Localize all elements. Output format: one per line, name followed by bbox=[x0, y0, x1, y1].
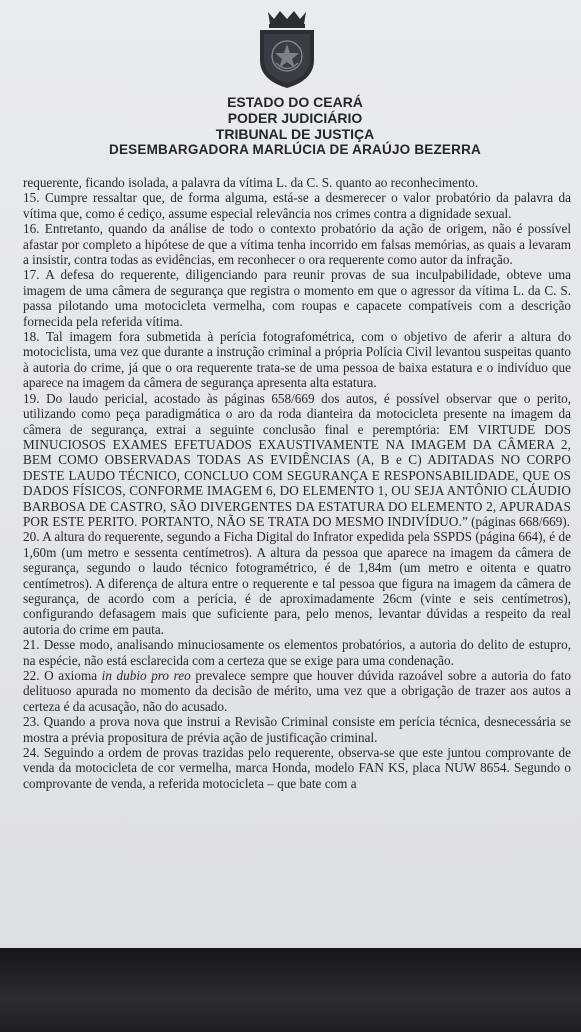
court-letterhead bbox=[60, 94, 530, 158]
paragraph-16: 16. Entretanto, quando da análise de todo o contexto probatório da ação de origem, não é possível afastar por completo a hipótese de que a vítima tenha incorrido em falsas memórias, as quais a levaram a insistir, contra todas as evidências, em reconhecer o ora requerente como autor da infração. bbox=[23, 221, 571, 268]
background-surface bbox=[0, 948, 581, 1032]
state-name: ESTADO DO CEARÁ bbox=[227, 94, 363, 110]
court-name: TRIBUNAL DE JUSTIÇA bbox=[215, 126, 375, 142]
paragraph-22-end: prevalece sempre que houver dúvida razoável sobre a autoria do fato delituoso apurada no momento da decisão de mérito, uma vez que a obrigação de trazer aos autos a certeza é da acusação, não do acusado. bbox=[23, 668, 571, 714]
paragraph-22 bbox=[23, 668, 571, 714]
judge-name: DESEMBARGADORA MARLÚCIA DE ARAÚJO BEZERRA bbox=[109, 142, 481, 157]
paragraph-17: 17. A defesa do requerente, diligenciando para reunir provas de sua inculpabilidade, obteve uma imagem de uma câmera de segurança que registra o momento em que o agressor da vítima L. da C. S. passa pilotando uma motocicleta vermelha, com roupas e capacete compatíveis com a descrição fornecida pela referida vítima. bbox=[23, 267, 571, 329]
paragraph-19-reference: ” (páginas 668/669). bbox=[461, 513, 570, 529]
paragraph-23: 23. Quando a prova nova que instrui a Revisão Criminal consiste em perícia técnica, desnecessária se mostra a prévia propositura de prévia ação de justificação criminal. bbox=[23, 714, 571, 745]
paragraph-21: 21. Desse modo, analisando minuciosamente os elementos probatórios, a autoria do delito de estupro, na espécie, não está esclarecida com a certeza que se exige para uma condenação. bbox=[23, 637, 571, 668]
judiciary-name: PODER JUDICIÁRIO bbox=[227, 110, 363, 126]
paragraph-19 bbox=[23, 391, 571, 530]
paragraph-14-tail: requerente, ficando isolada, a palavra da vítima L. da C. S. quanto ao reconhecimento. bbox=[23, 175, 479, 190]
paragraph-19-quote: EM VIRTUDE DOS MINUCIOSOS EXAMES EFETUADOS EXAUSTIVAMENTE NA IMAGEM DA CÂMERA 2, BEM COMO OBSERVADAS TODAS AS EVIDÊNCIAS (A, B e C) ADITADAS NO CORPO DESTE LAUDO TÉCNICO, CONCLUO COM SEGURANÇA E RESPONSABILIDADE, QUE OS DADOS FÍSICOS, CONFORME IMAGEM 6, DO ELEMENTO 1, OU SEJA ANTÔNIO CLÁUDIO BARBOSA DE CASTRO, SÃO DIVERGENTES DA ESTATURA DO ELEMENTO 2, APURADAS POR ESTE PERITO. PORTANTO, NÃO SE TRATA DO MESMO INDIVÍDUO. bbox=[23, 421, 572, 529]
document-body bbox=[23, 175, 571, 791]
state-coat-of-arms-icon bbox=[254, 8, 320, 90]
paragraph-24: 24. Seguindo a ordem de provas trazidas pelo requerente, observa-se que este juntou comprovante de venda da motocicleta de cor vermelha, marca Honda, modelo FAN KS, placa NUW 8654. Segundo o comprovante de venda, a referida motocicleta – que bate com a bbox=[23, 745, 571, 791]
paragraph-19-intro: 19. Do laudo pericial, acostado às páginas 658/669 dos autos, é possível observar que o perito, utilizando como peça paradigmática o aro da roda dianteira da motocicleta presente na imagem da câmera de segurança, extrai a seguinte conclusão final e peremptória: bbox=[23, 390, 571, 437]
latin-maxim: in dubio pro reo bbox=[101, 668, 191, 683]
paragraph-22-start: 22. O axioma bbox=[23, 668, 102, 683]
paragraph-20: 20. A altura do requerente, segundo a Ficha Digital do Infrator expedida pela SSPDS (página 664), é de 1,60m (um metro e sessenta centímetros). A altura da pessoa que aparece na imagem da câmera de segurança, segundo o laudo técnico fotogramétrico, é de 1,84m (um metro e oitenta e quatro centímetros). A diferença de altura entre o requerente e tal pessoa que figura na imagem da câmera de segurança, de acordo com a perícia, é de aproximadamente 26cm (vinte e seis centímetros), configurando defasagem mais que suficiente para, pelo menos, levantar dúvidas a respeito da real autoria do crime em pauta. bbox=[23, 529, 571, 637]
paragraph-18: 18. Tal imagem fora submetida à perícia fotografométrica, com o objetivo de aferir a altura do motociclista, uma vez que durante a instrução criminal a própria Polícia Civil levantou suspeitas quanto à autoria do crime, já que o ora requerente trata-se de uma pessoa de baixa estatura e o indivíduo que aparece na imagem da câmera de segurança apresenta alta estatura. bbox=[23, 329, 571, 391]
paragraph-15: 15. Cumpre ressaltar que, de forma alguma, está-se a desmerecer o valor probatório da palavra da vítima que, como é cediço, assume especial relevância nos crimes contra a dignidade sexual. bbox=[23, 190, 571, 221]
